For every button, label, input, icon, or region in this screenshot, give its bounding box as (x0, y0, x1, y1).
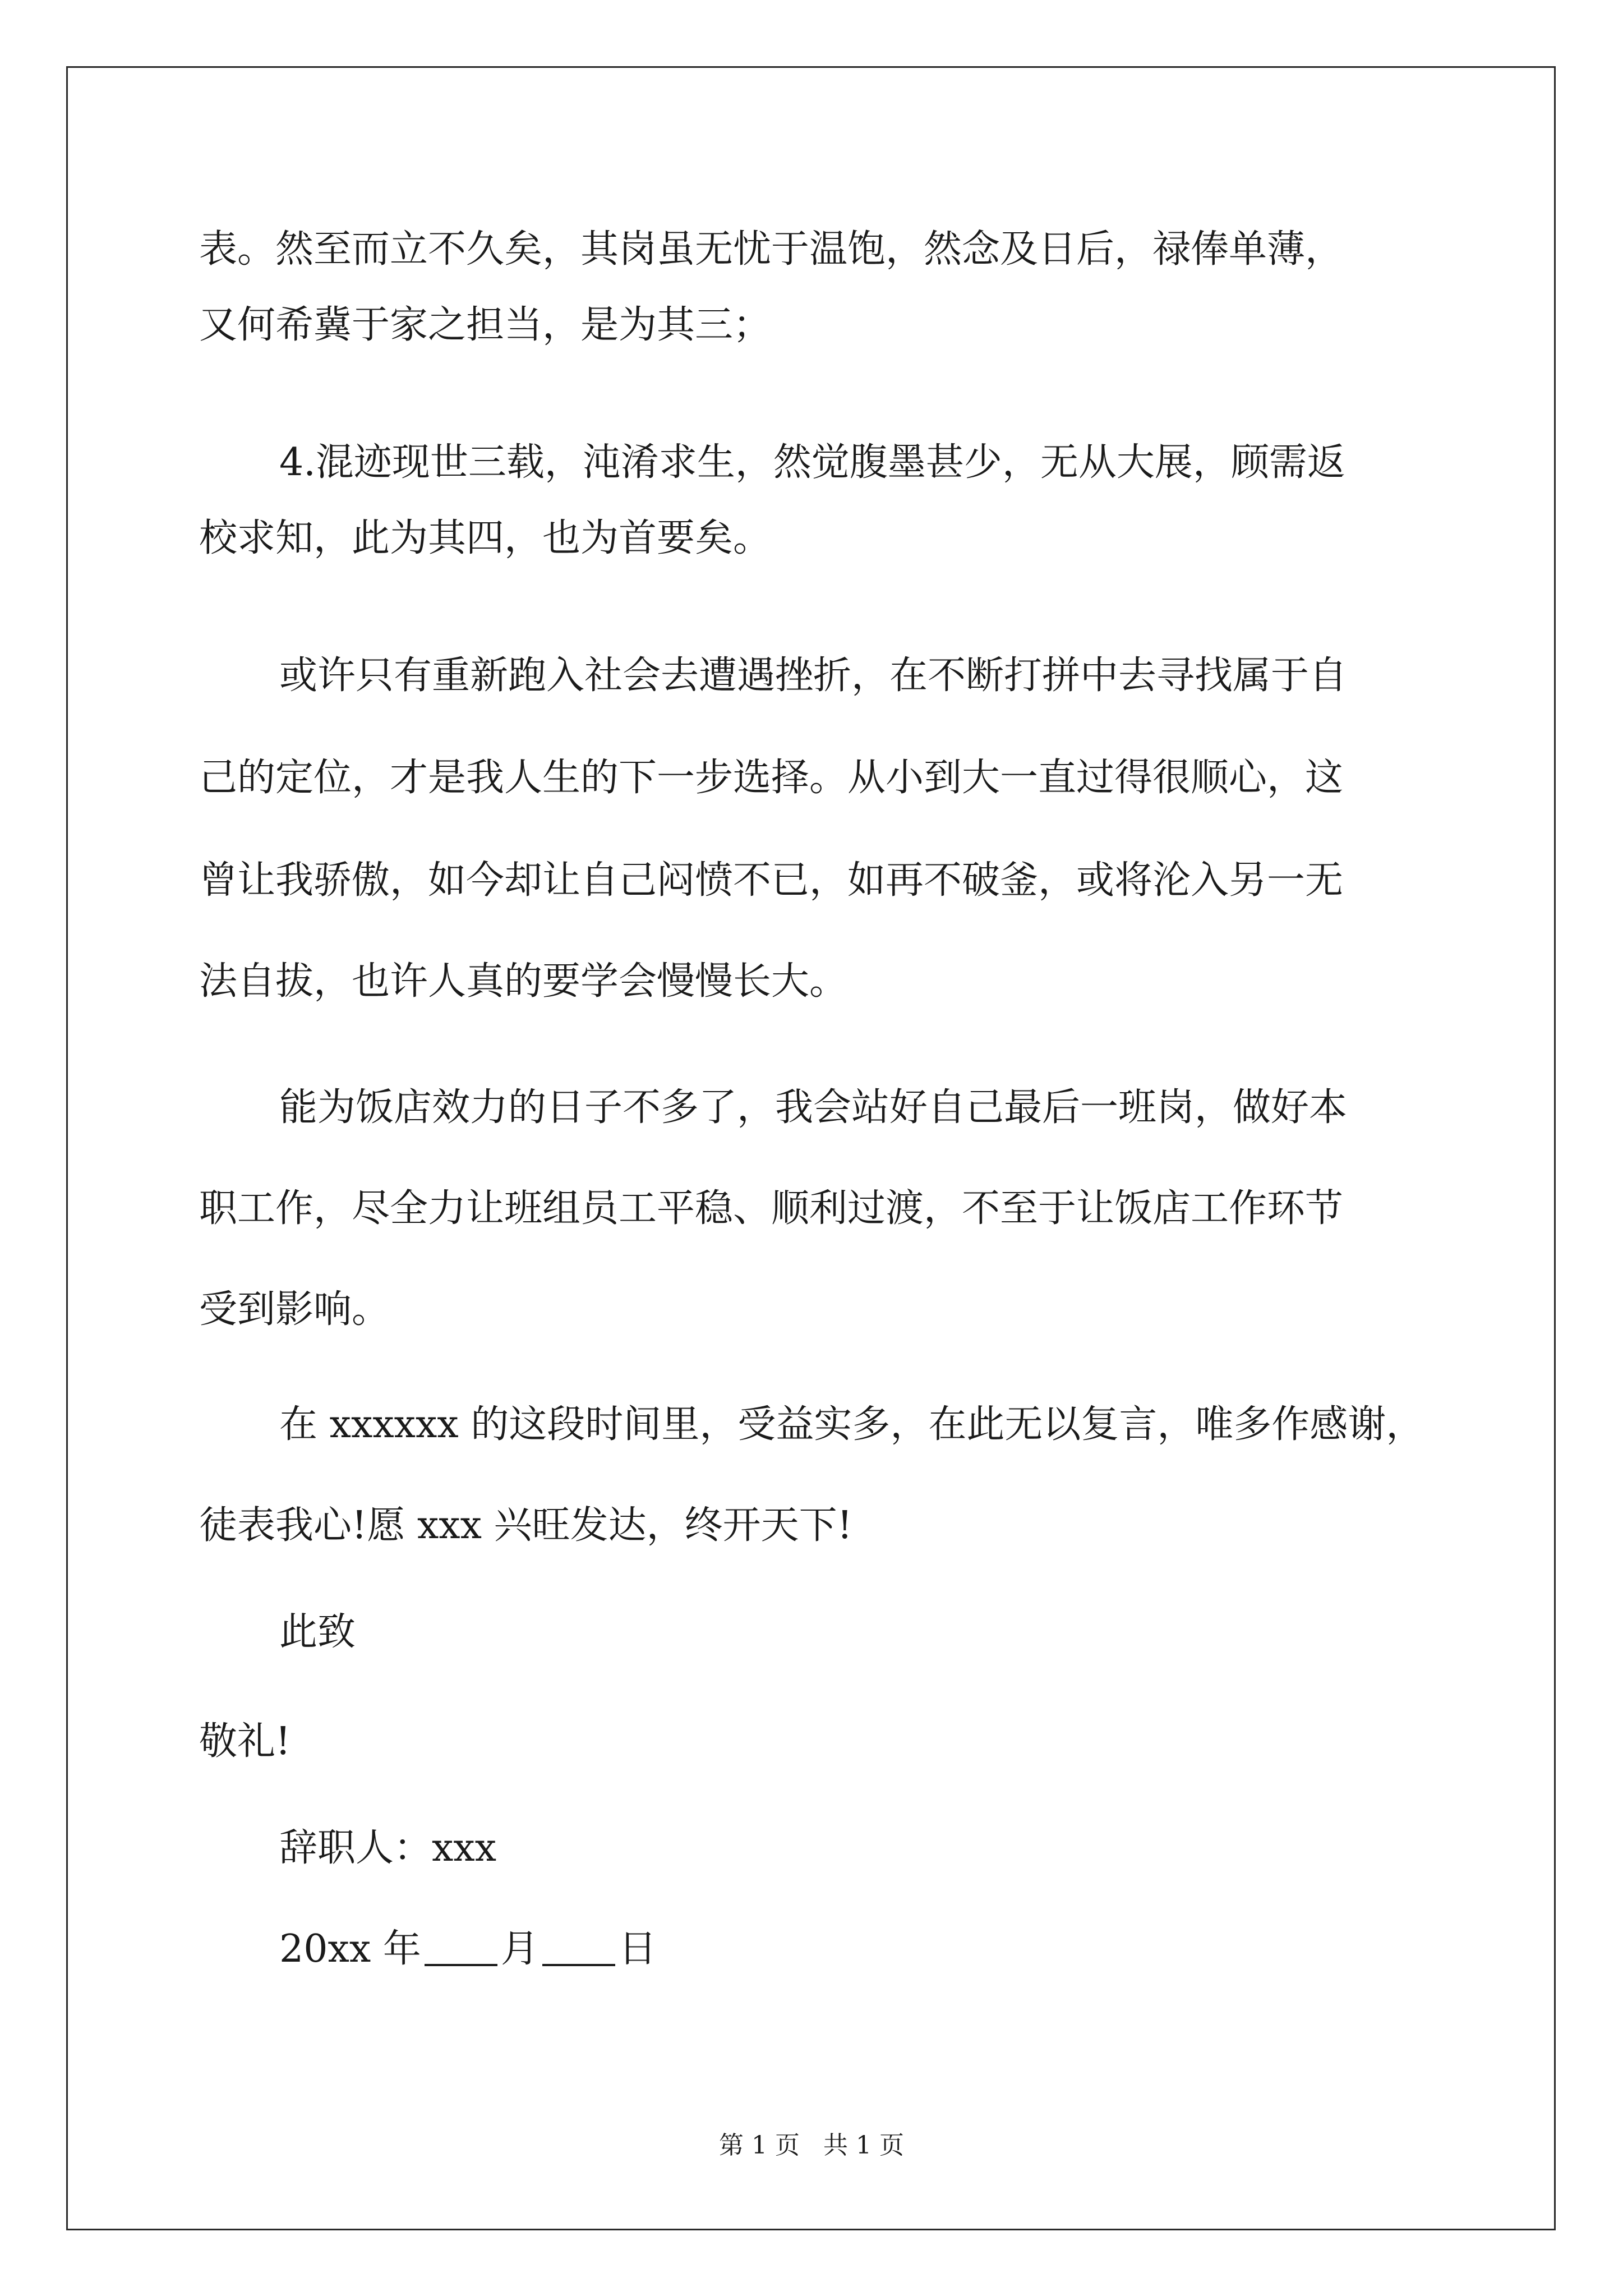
text-line: 职工作，尽全力让班组员工平稳、顺利过渡，不至于让饭店工作环节 (199, 1186, 1344, 1231)
text-line: 校求知，此为其四，也为首要矣。 (199, 516, 772, 560)
day-blank (542, 1930, 615, 1966)
date-year: 20xx 年 (279, 1927, 421, 1971)
closing-regards: 敬礼! (199, 1719, 291, 1764)
month-blank (425, 1930, 497, 1966)
date-day: 日 (618, 1927, 657, 1971)
text-line: 受到影响。 (199, 1287, 390, 1332)
text-line: 或许只有重新跑入社会去遭遇挫折，在不断打拼中去寻找属于自 (279, 654, 1348, 698)
text-line: 能为饭店效力的日子不多了，我会站好自己最后一班岗，做好本 (279, 1085, 1348, 1130)
text-line: 又何希冀于家之担当，是为其三； (199, 303, 772, 347)
text-line: 徒表我心!愿 xxx 兴旺发达，终开天下! (199, 1503, 852, 1548)
closing-salutation: 此致 (279, 1610, 356, 1654)
date-month: 月 (500, 1927, 539, 1971)
page-total: 共 1 页 (823, 2131, 904, 2160)
text-line: 己的定位，才是我人生的下一步选择。从小到大一直过得很顺心，这 (199, 756, 1344, 800)
page-footer (0, 2129, 1623, 2162)
signature-line: 辞职人：xxx (279, 1826, 497, 1870)
page-border (66, 66, 1556, 2230)
text-line: 4.混迹现世三载，沌淆求生，然觉腹墨甚少，无从大展，顾需返 (279, 440, 1345, 485)
text-line: 表。然至而立不久矣，其岗虽无忧于温饱，然念及日后，禄俸单薄， (199, 227, 1344, 272)
date-line (279, 1924, 657, 1975)
text-line: 在 xxxxxx 的这段时间里，受益实多，在此无以复言，唯多作感谢， (279, 1402, 1424, 1447)
text-line: 曾让我骄傲，如今却让自己闷愤不已，如再不破釜，或将沦入另一无 (199, 858, 1344, 903)
text-line: 法自拔，也许人真的要学会慢慢长大。 (199, 959, 848, 1004)
page-number: 第 1 页 (719, 2131, 800, 2160)
